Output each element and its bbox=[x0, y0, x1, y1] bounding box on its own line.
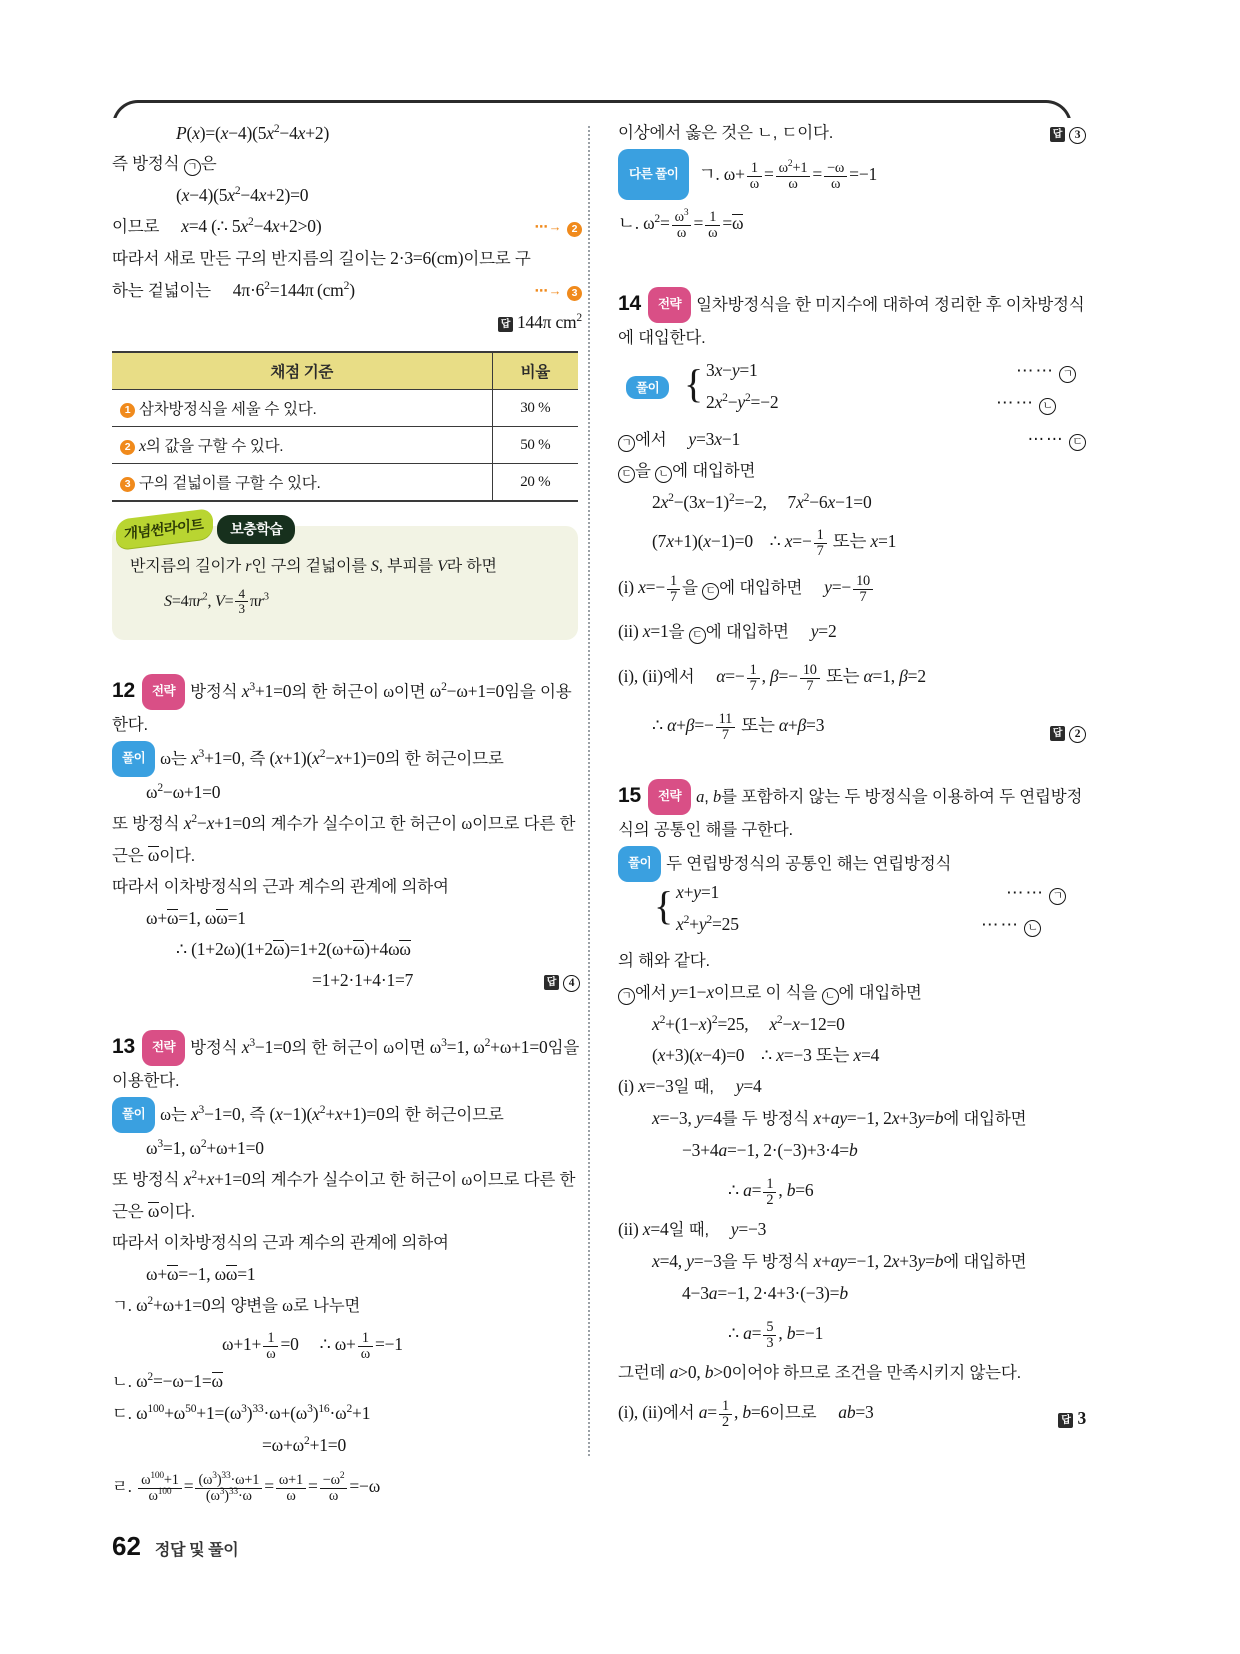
answer-line bbox=[1050, 118, 1086, 149]
answer-line: 답 144π $cm^2$ bbox=[112, 307, 582, 339]
scoring-rubric-table bbox=[112, 351, 578, 502]
answer-icon: 답 bbox=[498, 317, 513, 332]
equation-line: ω+ω=−1, ωω=1 bbox=[146, 1264, 256, 1284]
equation-line: (7x+1)(x−1)=0 ∴ x=− $\frac{1}{7}$ 또는 x=1 bbox=[652, 526, 897, 559]
answer-choice: 4 bbox=[563, 975, 580, 992]
concept-tab-blob bbox=[116, 508, 213, 550]
problem-14-system bbox=[618, 358, 1088, 424]
solution-badge: 풀이 bbox=[112, 1097, 155, 1133]
rubric-weight-cell: 30 % bbox=[492, 390, 578, 427]
problem-13-solution-line: 풀이 ω는 $x^3-1=0$, 즉 $(x-1)(x^2+x+1)=0$의 한 허근이므로 bbox=[112, 1097, 582, 1133]
rubric-criterion-cell bbox=[112, 427, 492, 464]
proposition-item-r: ㄹ. $\frac{\omega^{100}+1}{\omega^{100}}$ = $\frac{(\omega^3)^{33}\cdot\omega+1}{(\omega^3)^{33}\cdot\omega}$ = $\frac{\omega+1}{\omega}$ = $\frac{-\omega^2}{\omega}$ =−ω bbox=[112, 1471, 381, 1504]
case-summary-line: (i), (ii)에서 α=− $\frac{1}{7}$ , β=− $\frac{10}{7}$ 또는 α=1, β=2 bbox=[618, 661, 926, 694]
text-line: x=−3, y=4를 두 방정식 x+ay=−1, 2x+3y=b에 대입하면 bbox=[652, 1108, 1027, 1128]
problem-13-continued bbox=[618, 118, 1088, 247]
concept-formula: $S=4\pi r^2$, V= $\frac{4}{3}$ $\pi r^3$ bbox=[164, 586, 269, 617]
system-equation-2: $x^2+y^2=25$ ⋯⋯ ㄴ bbox=[676, 909, 739, 940]
table-row bbox=[112, 464, 578, 502]
equation-line: ω+ω=1, ωω=1 bbox=[146, 908, 246, 928]
problem-12-solution-line: 풀이 ω는 $x^3+1=0$, 즉 $(x+1)(x^2-x+1)=0$의 한 허근이므로 bbox=[112, 741, 582, 777]
equation-tag: ⋯⋯ ㄷ bbox=[1028, 424, 1086, 455]
equation-line: $\omega^2-\omega+1=0$ bbox=[146, 782, 221, 802]
equation-tag: ⋯⋯ ㄴ bbox=[981, 909, 1041, 940]
strategy-badge: 전략 bbox=[648, 287, 691, 323]
right-column bbox=[618, 118, 1088, 1436]
step-marker-2: 2 bbox=[120, 440, 135, 455]
rubric-header-weight: 비율 bbox=[492, 352, 578, 390]
case-line-i: (i) x=− $\frac{1}{7}$ 을 ㄷ 에 대입하면 y=− $\frac{10}{7}$ bbox=[618, 564, 1088, 611]
equation-line: ∴ (1+2ω)(1+2ω)=1+2(ω+ω)+4ωω bbox=[176, 939, 411, 959]
text-line: 또 방정식 $x^2-x+1=0$의 계수가 실수이고 한 허근이 ω이므로 다른 한 근은 ω이다. bbox=[112, 813, 576, 865]
text-line: 또 방정식 $x^2+x+1=0$의 계수가 실수이고 한 허근이 ω이므로 다른 한 근은 ω이다. bbox=[112, 1169, 576, 1221]
answer-line bbox=[1058, 1395, 1086, 1442]
concept-box-tab bbox=[116, 514, 295, 544]
step-marker-2: ⋯→ 2 bbox=[535, 211, 582, 244]
table-header-row bbox=[112, 352, 578, 390]
text-line: 하는 겉넓이는 $4\pi\cdot 6^2=144\pi$ $(cm^2)$ ⋯→ 3 bbox=[112, 275, 582, 307]
equation-line: $\omega^3=1$, $\omega^2+\omega+1=0$ bbox=[146, 1138, 264, 1158]
strategy-badge: 전략 bbox=[648, 779, 691, 815]
rubric-header-criterion: 채점 기준 bbox=[112, 352, 492, 390]
solution-intro-text: 두 연립방정식의 공통인 해는 연립방정식 bbox=[666, 855, 952, 873]
case-line-ii: (ii) x=1을 ㄷ 에 대입하면 y=2 bbox=[618, 611, 1088, 652]
equation-line: $=\omega+\omega^2+1=0$ bbox=[262, 1435, 347, 1455]
concept-box bbox=[112, 517, 578, 640]
answer-icon: 답 bbox=[1050, 726, 1065, 741]
equation-line: 4−3a=−1, 2·4+3·(−3)=b bbox=[682, 1283, 848, 1303]
answer-icon: 답 bbox=[1058, 1413, 1073, 1428]
problem-12-strategy: 12 전략 방정식 $x^3+1=0$의 한 허근이 ω이면 $\omega^2-\omega+1=0$임을 이용한다. bbox=[112, 674, 582, 741]
answer-choice: 2 bbox=[1069, 726, 1086, 743]
answer-icon: 답 bbox=[544, 975, 559, 990]
text-line: 의 해와 같다. bbox=[618, 952, 710, 970]
two-column-body bbox=[0, 118, 1240, 1504]
system-equation-2: $2x^2-y^2=-2$ ⋯⋯ ㄴ bbox=[706, 387, 778, 418]
case-line-i: (i) x=−3일 때, y=4 bbox=[618, 1076, 762, 1096]
problem-15-system bbox=[618, 882, 1088, 946]
rubric-criterion-cell bbox=[112, 464, 492, 502]
problem-13 bbox=[112, 1030, 582, 1512]
text-line: ㄱ 에서 y=3x−1 ⋯⋯ ㄷ bbox=[618, 424, 1088, 456]
problem-14-strategy bbox=[618, 287, 1088, 354]
text-line: 즉 방정식 ㄱ 은 bbox=[112, 149, 582, 180]
step-marker-3: 3 bbox=[120, 477, 135, 492]
equation-line: $P(x)=(x-4)(5x^2-4x+2)$ bbox=[176, 123, 330, 143]
equation-line: −3+4a=−1, 2·(−3)+3·4=b bbox=[682, 1140, 858, 1160]
rubric-criterion-text: 구의 겉넓이를 구할 수 있다. bbox=[139, 475, 321, 492]
alt-solution-line-n: ㄴ. $\omega^2=$ $\frac{\omega^3}{\omega}$ = $\frac{1}{\omega}$ =ω bbox=[618, 208, 744, 241]
equation-line: =1+2·1+4·1=7 답 4 bbox=[112, 965, 582, 996]
rubric-criterion-text: 삼차방정식을 세울 수 있다. bbox=[139, 401, 317, 418]
text-line: 따라서 이차방정식의 근과 계수의 관계에 의하여 bbox=[112, 878, 449, 896]
proposition-item-d: ㄷ. $\omega^{100}+\omega^{50}+1=(\omega^3)^{33}\cdot\omega+(\omega^3)^{16}\cdot\omega^2+1$ bbox=[112, 1403, 371, 1423]
text-line: 그런데 a>0, b>0이어야 하므로 조건을 만족시키지 않는다. bbox=[618, 1362, 1022, 1382]
solution-badge: 풀이 bbox=[618, 846, 661, 882]
alt-solution-badge: 다른 풀이 bbox=[618, 149, 689, 200]
system-brace: { bbox=[654, 883, 674, 928]
strategy-badge: 전략 bbox=[142, 674, 185, 710]
conclusion-text: 이상에서 옳은 것은 ㄴ, ㄷ이다. bbox=[618, 124, 834, 142]
concept-text: 반지름의 길이가 r인 구의 겉넓이를 S, 부피를 V라 하면 bbox=[130, 558, 497, 575]
concept-pill-label: 보충학습 bbox=[217, 515, 295, 544]
problem-15 bbox=[618, 779, 1088, 1436]
strategy-text: 일차방정식을 한 미지수에 대하여 정리한 후 이차방정식에 대입한다. bbox=[618, 296, 1085, 347]
equation-line: $x^2+(1-x)^2=25$, $x^2-x-12=0$ bbox=[652, 1014, 845, 1034]
page-footer bbox=[112, 1531, 238, 1562]
system-equation-1: 3x−y=1 ⋯⋯ ㄱ bbox=[706, 355, 758, 386]
answer-icon: 답 bbox=[1050, 127, 1065, 142]
system-brace: { bbox=[684, 361, 704, 406]
rubric-criterion-cell bbox=[112, 390, 492, 427]
problem-number: 14 bbox=[618, 292, 641, 315]
alt-solution-line-g: 다른 풀이 ㄱ. ω+ $\frac{1}{\omega}$ = $\frac{\omega^2+1}{\omega}$ = $\frac{-\omega}{\omega}$ =−1 bbox=[618, 149, 1088, 200]
rubric-criterion-text: 의 값을 구할 수 있다. bbox=[145, 438, 284, 455]
problem-12 bbox=[112, 674, 582, 996]
footer-label: 정답 및 풀이 bbox=[154, 1542, 239, 1559]
equation-tag: ⋯⋯ ㄴ bbox=[996, 387, 1056, 418]
text-line: ㄷ 을 ㄴ 에 대입하면 bbox=[618, 456, 1088, 487]
rubric-weight-cell: 50 % bbox=[492, 427, 578, 464]
equation-tag: ⋯⋯ ㄱ bbox=[1016, 355, 1076, 386]
text-line: 따라서 이차방정식의 근과 계수의 관계에 의하여 bbox=[112, 1234, 449, 1252]
answer-line bbox=[1050, 707, 1086, 755]
equation-line: ω+1+ $\frac{1}{\omega}$ =0 ∴ ω+ $\frac{1}{\omega}$ =−1 bbox=[222, 1329, 403, 1362]
continued-solution-block bbox=[112, 118, 582, 339]
equation-line: (x+3)(x−4)=0 ∴ x=−3 또는 x=4 bbox=[652, 1045, 880, 1065]
case-line-ii: (ii) x=4일 때, y=−3 bbox=[618, 1219, 767, 1239]
problem-15-strategy: 15 전략 a, b를 포함하지 않는 두 방정식을 이용하여 두 연립방정식의 공통인 해를 구한다. bbox=[618, 779, 1088, 846]
page-number: 62 bbox=[112, 1531, 141, 1561]
solution-badge: 풀이 bbox=[112, 741, 155, 777]
text-line: ㄱ 에서 y=1−x이므로 이 식을 ㄴ 에 대입하면 bbox=[618, 977, 1088, 1009]
conclusion-line: ∴ α+β=− $\frac{11}{7}$ 또는 α+β=3 답 2 bbox=[618, 701, 1088, 749]
equation-line: $2x^2-(3x-1)^2=-2$, $7x^2-6x-1=0$ bbox=[652, 492, 872, 512]
problem-number: 15 bbox=[618, 784, 641, 807]
text-line: x=4, y=−3을 두 방정식 x+ay=−1, 2x+3y=b에 대입하면 bbox=[652, 1251, 1027, 1271]
step-marker-3: ⋯→ 3 bbox=[535, 275, 582, 308]
problem-14 bbox=[618, 287, 1088, 749]
rubric-weight-cell: 20 % bbox=[492, 464, 578, 502]
solution-badge: 풀이 bbox=[626, 376, 669, 399]
equation-line: ∴ a= $\frac{1}{2}$ , b=6 bbox=[728, 1175, 814, 1208]
equation-line: ∴ a= $\frac{5}{3}$ , b=−1 bbox=[728, 1318, 824, 1351]
rubric-variable: x bbox=[139, 438, 146, 455]
problem-number: 13 bbox=[112, 1035, 135, 1058]
proposition-item-n: ㄴ. $\omega^2=-\omega-1=\omega$ bbox=[112, 1371, 223, 1391]
problem-number: 12 bbox=[112, 679, 135, 702]
conclusion-line: (i), (ii)에서 a= $\frac{1}{2}$ , b=6이므로 ab=3 답 3 bbox=[618, 1389, 1088, 1436]
left-column bbox=[112, 118, 582, 1512]
conclusion-line bbox=[618, 118, 1088, 149]
equation-tag: ⋯⋯ ㄱ bbox=[1006, 877, 1066, 908]
answer-line bbox=[544, 965, 580, 996]
table-row bbox=[112, 390, 578, 427]
strategy-badge: 전략 bbox=[142, 1030, 185, 1066]
concept-tab-label: 개념썬라이트 bbox=[124, 517, 204, 543]
equation-line: $(x-4)(5x^2-4x+2)=0$ bbox=[176, 185, 309, 205]
system-equation-1: x+y=1 ⋯⋯ ㄱ bbox=[676, 877, 719, 908]
problem-13-strategy: 13 전략 방정식 $x^3-1=0$의 한 허근이 ω이면 $\omega^3=1$, $\omega^2+\omega+1=0$임을 이용한다. bbox=[112, 1030, 582, 1097]
proposition-item-g: ㄱ. $\omega^2+\omega+1=0$의 양변을 ω로 나누면 bbox=[112, 1295, 361, 1315]
answer-choice: 3 bbox=[1069, 127, 1086, 144]
text-line: 이므로 x=4 (∴⁣ $5x^2-4x+2>0$) ⋯→ 2 bbox=[112, 211, 582, 243]
answer-value: 3 bbox=[1077, 1408, 1086, 1428]
step-marker-1: 1 bbox=[120, 403, 135, 418]
text-line: 따라서 새로 만든 구의 반지름의 길이는 2·3=6(cm)이므로 구 bbox=[112, 248, 531, 268]
table-row bbox=[112, 427, 578, 464]
